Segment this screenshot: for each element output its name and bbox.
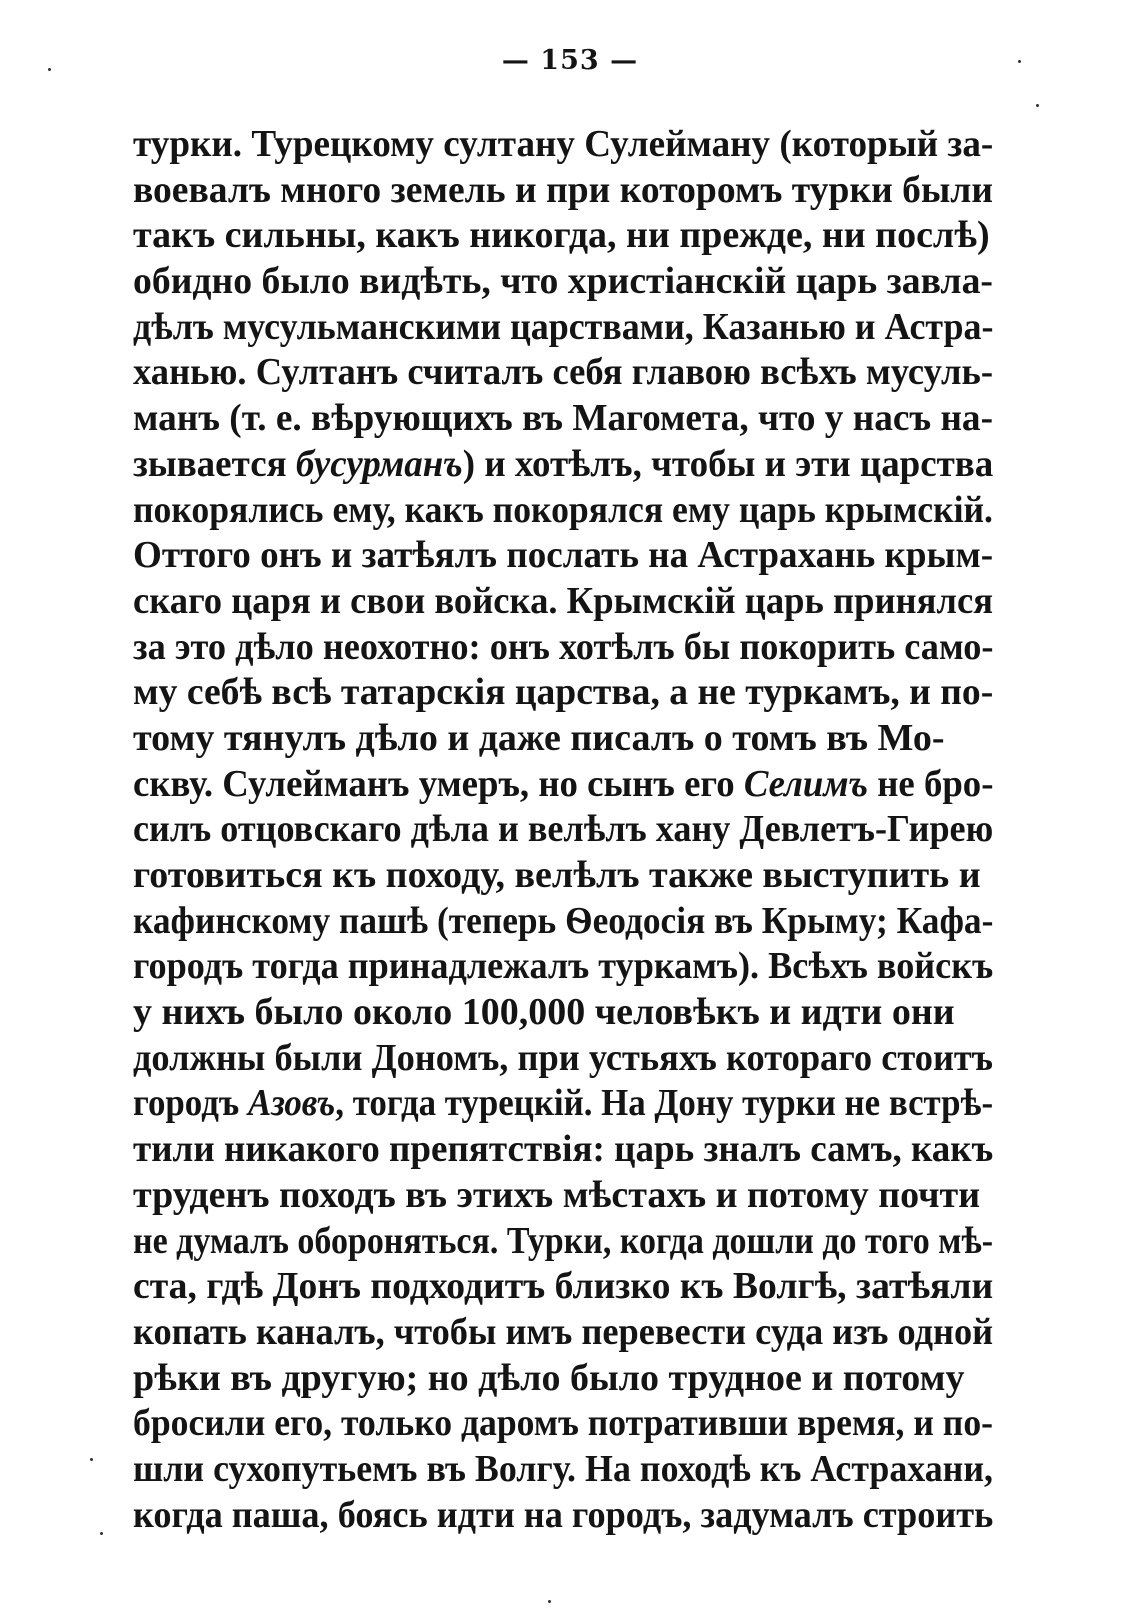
text-segment: ста, гдѣ Донъ подходитъ близко къ Волгѣ, затѣяли [133, 1265, 994, 1308]
text-line [133, 442, 993, 488]
text-segment: скаго царя и свои войска. Крымскій царь принялся [133, 579, 994, 622]
text-line [133, 625, 993, 671]
scan-speck [1036, 104, 1039, 107]
text-line [133, 1127, 993, 1173]
text-segment: Оттого онъ и затѣялъ послать на Астрахань крым- [133, 534, 994, 577]
text-segment: манъ (т. е. вѣрующихъ въ Магомета, что у насъ на- [133, 397, 993, 440]
text-line [133, 168, 993, 214]
text-line [133, 396, 993, 442]
text-segment: труденъ походъ въ этихъ мѣстахъ и потому почти [133, 1173, 981, 1216]
text-segment: у нихъ было около 100,000 человѣкъ и идти они [133, 991, 955, 1034]
text-line [133, 762, 993, 808]
text-line [133, 1036, 993, 1082]
text-line [133, 944, 993, 990]
text-segment: не бро- [868, 762, 994, 805]
text-segment: тили никакого препятствія: царь зналъ самъ, какъ [133, 1128, 994, 1171]
text-segment: готовиться къ походу, велѣлъ также выступить и [133, 854, 981, 896]
text-segment: бросили его, только даромъ потративши время, и по- [133, 1402, 994, 1445]
text-line [133, 853, 993, 899]
text-line [133, 716, 993, 762]
text-segment: шли сухопутьемъ въ Волгу. На походѣ къ Астрахани, [133, 1447, 993, 1490]
scan-speck [548, 1600, 551, 1603]
text-segment: воевалъ много земель и при которомъ турки были [133, 168, 993, 211]
text-line [133, 1356, 993, 1402]
text-line [133, 1081, 993, 1127]
text-line [133, 1447, 993, 1493]
text-segment: покорялись ему, какъ покорялся ему царь крымскій. [133, 488, 993, 531]
italic-term: Азовъ [247, 1082, 336, 1125]
text-line [133, 1219, 993, 1265]
text-line [133, 899, 993, 945]
text-segment: рѣки въ другую; но дѣло было трудное и потому [133, 1356, 965, 1399]
text-line [133, 990, 993, 1036]
italic-term: Селимъ [743, 762, 869, 805]
text-line [133, 670, 993, 716]
text-line [133, 305, 993, 351]
scan-speck [1018, 60, 1021, 63]
text-segment: , тогда турецкій. На Дону турки не встрѣ- [335, 1082, 994, 1125]
text-line [133, 259, 993, 305]
text-segment: скву. Сулейманъ умеръ, но сынъ его [133, 762, 744, 805]
text-segment: городъ тогда принадлежалъ туркамъ). Всѣхъ войскъ [133, 945, 994, 988]
text-line [133, 533, 993, 579]
text-segment: силъ отцовскаго дѣла и велѣлъ хану Девлетъ-Гирею [133, 808, 994, 851]
italic-term: бусурманъ [295, 442, 463, 485]
text-segment: городъ [133, 1082, 248, 1125]
text-line [133, 350, 993, 396]
page-number: — 153 — [501, 45, 639, 76]
body-text [133, 122, 993, 1538]
text-line [133, 1310, 993, 1356]
text-line [133, 1173, 993, 1219]
text-segment: турки. Турецкому султану Сулейману (который за- [133, 123, 994, 165]
text-segment: должны были Дономъ, при устьяхъ котораго стоитъ [133, 1036, 994, 1079]
text-segment: ханью. Султанъ считалъ себя главою всѣхъ мусуль- [133, 351, 994, 394]
text-line [133, 807, 993, 853]
text-line [133, 1401, 993, 1447]
text-segment: обидно было видѣть, что христіанскій царь завла- [133, 260, 993, 303]
text-line [133, 122, 993, 168]
text-segment: такъ сильны, какъ никогда, ни прежде, ни послѣ) [133, 214, 990, 257]
text-segment: копать каналъ, чтобы имъ перевести суда изъ одной [133, 1310, 994, 1353]
text-segment: не думалъ обороняться. Турки, когда дошли до того мѣ- [133, 1219, 994, 1262]
text-segment: когда паша, боясь идти на городъ, задумалъ строить [133, 1493, 994, 1536]
scan-speck [100, 1532, 103, 1535]
text-line [133, 1493, 993, 1539]
scan-speck [90, 1458, 93, 1461]
scan-speck [48, 68, 51, 71]
text-line [133, 579, 993, 625]
text-line [133, 1264, 993, 1310]
text-line [133, 213, 993, 259]
text-segment: зывается [133, 442, 296, 485]
text-segment: му себѣ всѣ татарскія царства, а не туркамъ, и по- [133, 671, 994, 714]
text-line [133, 488, 993, 534]
text-segment: за это дѣло неохотно: онъ хотѣлъ бы покорить само- [133, 625, 994, 668]
text-segment: дѣлъ мусульманскими царствами, Казанью и Астра- [133, 305, 994, 348]
text-segment: ) и хотѣлъ, чтобы и эти царства [462, 442, 994, 485]
text-segment: тому тянулъ дѣло и даже писалъ о томъ въ Мо- [133, 716, 945, 759]
text-segment: кафинскому пашѣ (теперь Ѳеодосія въ Крыму; Кафа- [133, 899, 994, 942]
